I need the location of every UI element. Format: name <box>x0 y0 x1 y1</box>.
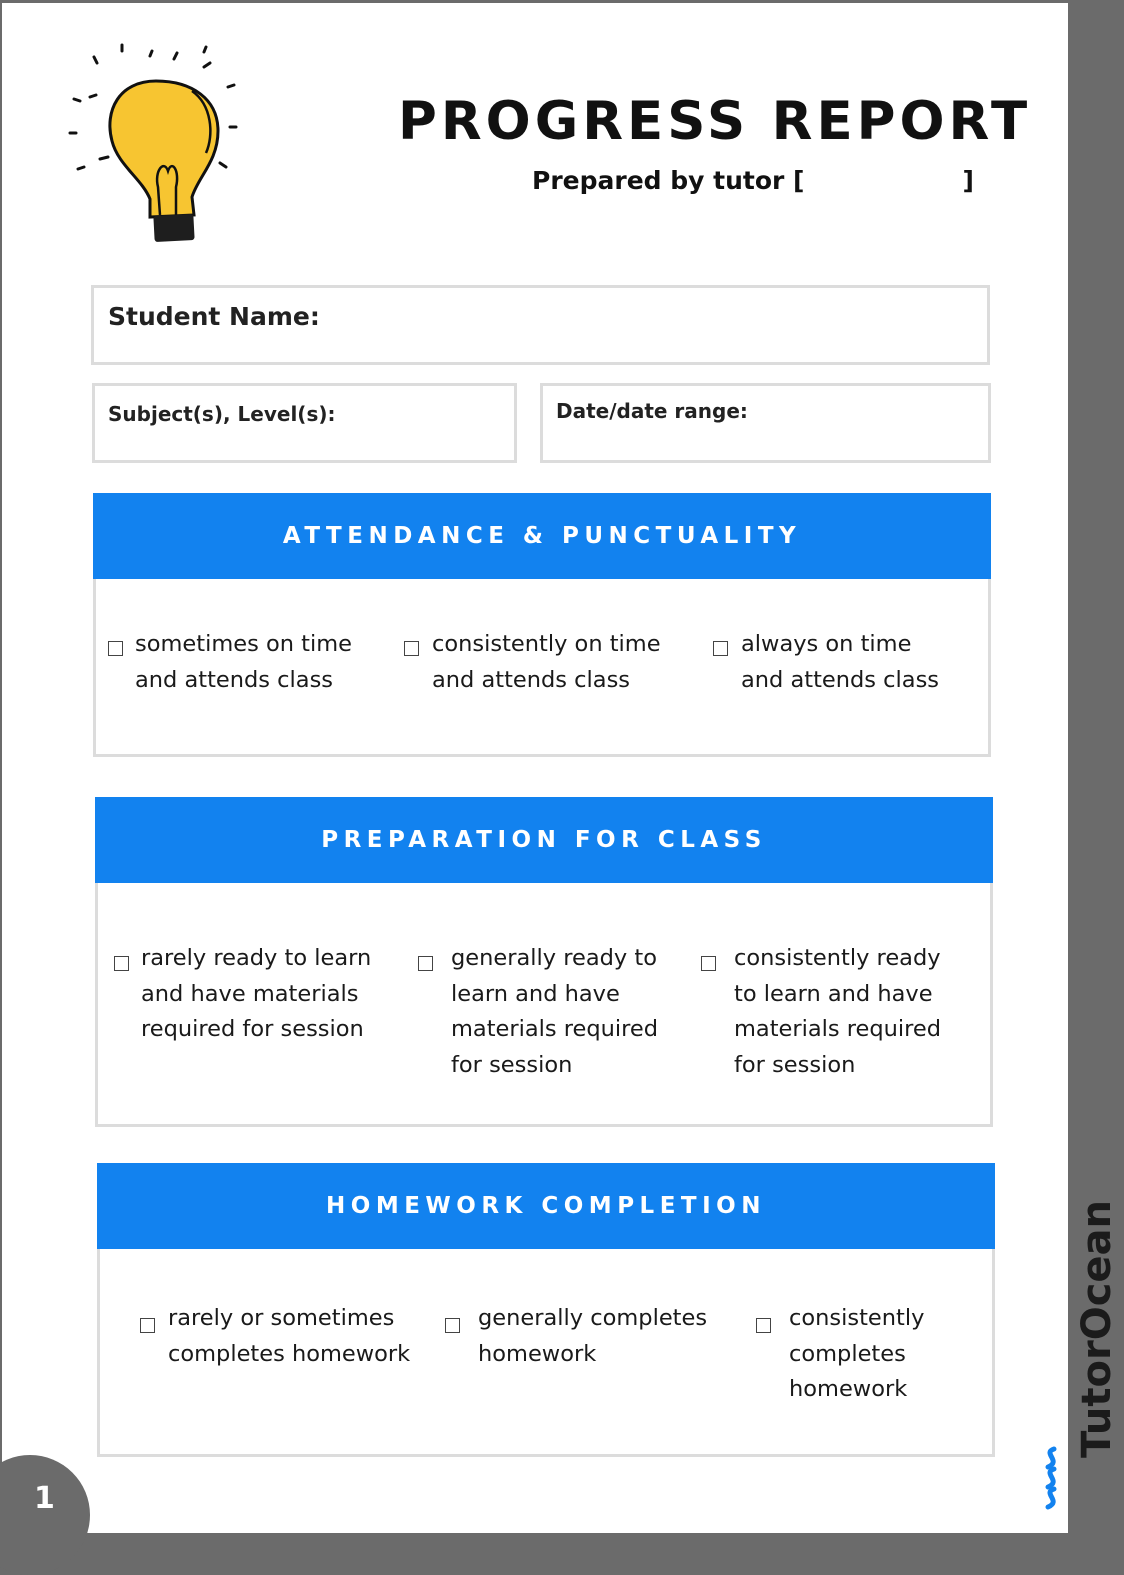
subjects-field[interactable] <box>92 383 517 463</box>
student-name-label: Student Name: <box>108 302 320 331</box>
option-label: sometimes on time and attends class <box>135 631 352 693</box>
attendance-header: ATTENDANCE & PUNCTUALITY <box>93 493 991 579</box>
lightbulb-icon <box>64 39 244 249</box>
date-range-label: Date/date range: <box>556 399 748 423</box>
option-label: consistently on time and attends class <box>432 631 661 693</box>
option-label: rarely ready to learn and have materials required for session <box>141 945 372 1042</box>
option-label: rarely or sometimes completes homework <box>168 1305 411 1367</box>
checkbox[interactable] <box>418 956 433 971</box>
checkbox[interactable] <box>140 1318 155 1333</box>
option-label: generally completes homework <box>478 1305 708 1367</box>
checkbox[interactable] <box>701 956 716 971</box>
homework-body <box>97 1249 995 1457</box>
wave-logo-icon <box>1032 1443 1068 1513</box>
option-label: consistently ready to learn and have materials required for session <box>734 945 942 1078</box>
preparation-body <box>95 883 993 1127</box>
prepared-by-close: ] <box>962 166 974 195</box>
checkbox[interactable] <box>114 956 129 971</box>
homework-header: HOMEWORK COMPLETION <box>97 1163 995 1249</box>
subjects-label: Subject(s), Level(s): <box>108 402 336 426</box>
prepared-by <box>532 166 992 195</box>
report-page <box>2 3 1120 1533</box>
page-number: 1 <box>34 1481 55 1516</box>
prepared-by-label: Prepared by tutor [ <box>532 166 805 195</box>
checkbox[interactable] <box>404 641 419 656</box>
option-label: generally ready to learn and have materials required for session <box>451 945 659 1078</box>
page-title: PROGRESS REPORT <box>398 91 1032 152</box>
option-label: always on time and attends class <box>741 631 940 693</box>
brand-name: TutorOcean <box>1074 1199 1120 1458</box>
date-range-field[interactable] <box>540 383 991 463</box>
attendance-body <box>93 579 991 757</box>
checkbox[interactable] <box>108 641 123 656</box>
preparation-header: PREPARATION FOR CLASS <box>95 797 993 883</box>
checkbox[interactable] <box>713 641 728 656</box>
checkbox[interactable] <box>445 1318 460 1333</box>
option-label: consistently completes homework <box>789 1305 925 1402</box>
checkbox[interactable] <box>756 1318 771 1333</box>
student-name-field[interactable] <box>91 285 990 365</box>
